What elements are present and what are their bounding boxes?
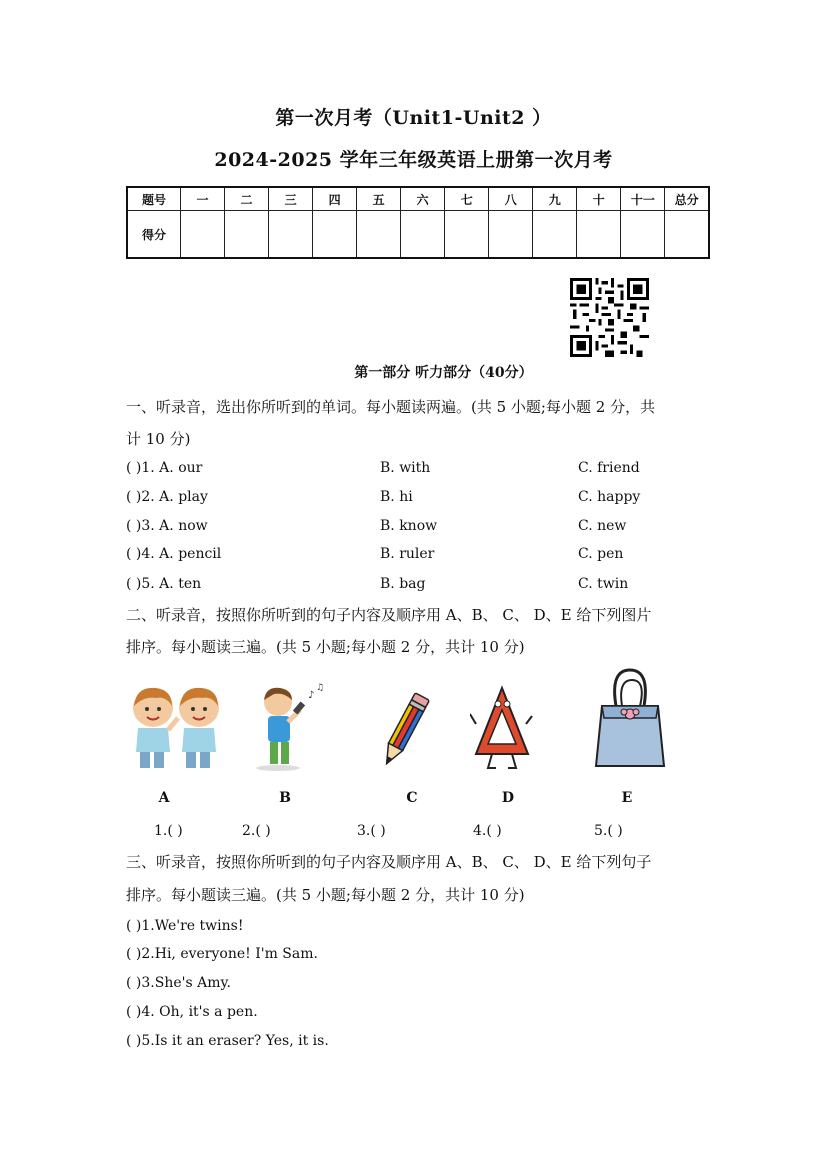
score-cell[interactable]	[621, 211, 665, 259]
score-col: 一	[181, 187, 225, 211]
q1-option-c: C. happy	[578, 489, 641, 505]
q1-item	[126, 460, 686, 482]
score-cell[interactable]	[357, 211, 401, 259]
picture-label: E	[621, 790, 633, 806]
score-col: 七	[445, 187, 489, 211]
singing-boy-icon	[248, 682, 328, 774]
q3-sentence[interactable]: ( )5.Is it an eraser? Yes, it is.	[126, 1033, 329, 1049]
q3-sentence[interactable]: ( )2.Hi, everyone! I'm Sam.	[126, 946, 318, 962]
score-cell[interactable]	[313, 211, 357, 259]
picture-label: B	[279, 790, 291, 806]
qr-code-icon[interactable]	[570, 278, 649, 357]
q1-option-b: B. hi	[380, 489, 413, 505]
score-cell[interactable]	[401, 211, 445, 259]
q1-item	[126, 489, 686, 511]
q2-instruction: 二、听录音，按照你所听到的句子内容及顺序用 A、B、 C、 D、E 给下列图片	[126, 606, 652, 624]
q1-option-b: B. know	[380, 518, 438, 534]
score-cell[interactable]	[577, 211, 621, 259]
score-cell[interactable]	[665, 211, 709, 259]
picture-label: D	[501, 790, 515, 806]
q2-answer-blank[interactable]: 5.( )	[594, 823, 623, 839]
q3-sentence[interactable]: ( )3.She's Amy.	[126, 975, 231, 991]
q1-option-b: B. with	[380, 460, 431, 476]
q1-option-c: C. new	[578, 518, 627, 534]
q3-sentence[interactable]: ( )1.We're twins!	[126, 918, 244, 934]
score-cell[interactable]	[533, 211, 577, 259]
q2-answer-blank[interactable]: 3.( )	[357, 823, 386, 839]
q1-item-a[interactable]: ( )5. A. ten	[126, 576, 202, 592]
picture-label: C	[406, 790, 418, 806]
score-col: 四	[313, 187, 357, 211]
q1-item	[126, 518, 686, 540]
q1-option-c: C. friend	[578, 460, 640, 476]
q1-option-c: C. twin	[578, 576, 629, 592]
q1-instruction: 一、听录音，选出你所听到的单词。每小题读两遍。(共 5 小题;每小题 2 分，共	[126, 398, 656, 416]
q3-sentence[interactable]: ( )4. Oh, it's a pen.	[126, 1004, 258, 1020]
q1-instruction-cont: 计 10 分)	[126, 430, 191, 448]
score-col: 十	[577, 187, 621, 211]
score-col: 总分	[665, 187, 709, 211]
twins-icon	[126, 684, 226, 774]
score-table-row2-label: 得分	[127, 211, 181, 259]
svg-text:♪: ♪	[308, 690, 315, 701]
q2-answer-blank[interactable]: 1.( )	[154, 823, 183, 839]
score-cell[interactable]	[445, 211, 489, 259]
q3-instruction: 三、听录音，按照你所听到的句子内容及顺序用 A、B、 C、 D、E 给下列句子	[126, 853, 652, 871]
ruler-triangle-icon	[470, 684, 534, 772]
q1-item	[126, 576, 686, 598]
picture-label: A	[158, 790, 170, 806]
q1-item-a[interactable]: ( )3. A. now	[126, 518, 208, 534]
svg-text:♫: ♫	[316, 683, 325, 693]
q1-option-b: B. bag	[380, 576, 426, 592]
score-col: 三	[269, 187, 313, 211]
score-cell[interactable]	[181, 211, 225, 259]
score-col: 五	[357, 187, 401, 211]
q3-instruction-cont: 排序。每小题读三遍。(共 5 小题;每小题 2 分，共计 10 分)	[126, 886, 525, 904]
q1-item	[126, 546, 686, 568]
score-cell[interactable]	[269, 211, 313, 259]
score-col: 十一	[621, 187, 665, 211]
q1-item-a[interactable]: ( )4. A. pencil	[126, 546, 222, 562]
score-col: 六	[401, 187, 445, 211]
q2-answer-blank[interactable]: 4.( )	[473, 823, 502, 839]
q1-item-a[interactable]: ( )1. A. our	[126, 460, 203, 476]
title-line-2: 2024-2025 学年三年级英语上册第一次月考	[214, 149, 613, 171]
score-col: 八	[489, 187, 533, 211]
score-cell[interactable]	[489, 211, 533, 259]
q2-instruction-cont: 排序。每小题读三遍。(共 5 小题;每小题 2 分，共计 10 分)	[126, 638, 525, 656]
score-table-row1-label: 题号	[127, 187, 181, 211]
title-line-1: 第一次月考（Unit1-Unit2 ）	[275, 107, 552, 129]
q1-option-c: C. pen	[578, 546, 624, 562]
q2-answer-blank[interactable]: 2.( )	[242, 823, 271, 839]
bag-icon	[592, 666, 668, 772]
q1-item-a[interactable]: ( )2. A. play	[126, 489, 208, 505]
part1-heading: 第一部分 听力部分（40分）	[354, 365, 533, 381]
pencil-icon	[378, 690, 430, 772]
score-table	[126, 186, 710, 259]
score-col: 九	[533, 187, 577, 211]
score-cell[interactable]	[225, 211, 269, 259]
score-col: 二	[225, 187, 269, 211]
q1-option-b: B. ruler	[380, 546, 435, 562]
